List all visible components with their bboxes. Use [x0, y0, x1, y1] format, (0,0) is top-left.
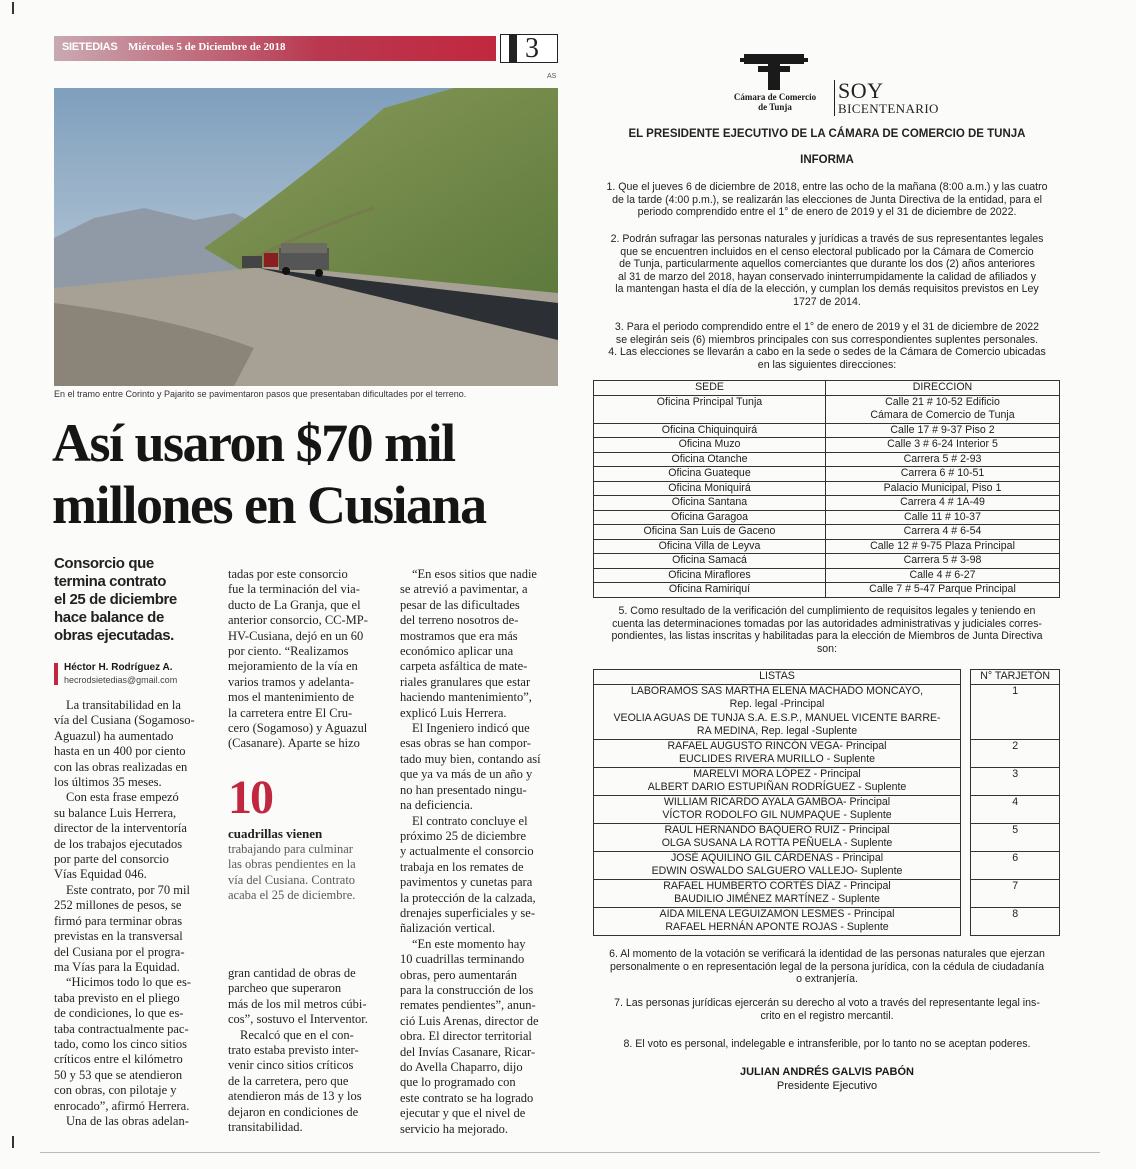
article-line: riales granulares que estar	[400, 674, 531, 689]
article-line: próximo 25 de diciembre	[400, 828, 527, 843]
author-name: Héctor H. Rodríguez A.	[64, 662, 173, 673]
article-line: enrocado”, afirmó Herrera.	[54, 1098, 190, 1113]
notice-informa: INFORMA	[800, 154, 854, 166]
lista-line: EUCLIDES RIVERA MURILLO - Suplente	[678, 753, 876, 765]
sede-name: Oficina Muzo	[594, 438, 826, 453]
sede-row	[594, 481, 1060, 496]
article-line: por parte del consorcio	[54, 852, 169, 867]
listas-table	[593, 669, 1060, 936]
crop-mark	[12, 1136, 14, 1148]
notice-paragraph-3-4	[592, 321, 1062, 371]
headline-line-2: millones en Cusiana	[52, 475, 486, 535]
sede-name: Oficina Ramiriquí	[594, 583, 826, 598]
article-line: la protección de la calzada,	[400, 890, 536, 905]
article-line: Una de las obras adelan-	[66, 1113, 189, 1128]
sedes-table	[593, 380, 1060, 598]
lista-gap	[961, 767, 971, 795]
lista-gap	[961, 739, 971, 767]
article-line: transitabilidad.	[228, 1120, 303, 1135]
article-line: 50 y 53 que se atendieron	[54, 1067, 183, 1082]
article-line: fue la terminación del via-	[228, 582, 360, 597]
article-line: pesar de las dificultades	[400, 597, 520, 612]
sede-row	[594, 568, 1060, 583]
notice-line: que se encuentren incluidos en el censo electoral publicado por la Cámara de Comercio	[620, 245, 1034, 258]
notice-line: crito en el registro mercantil.	[760, 1009, 894, 1022]
article-line: director de la interventoría	[54, 821, 187, 836]
section-header-band	[54, 36, 496, 61]
notice-title: EL PRESIDENTE EJECUTIVO DE LA CÁMARA DE COMERCIO DE TUNJA	[628, 128, 1026, 140]
pull-text-line: las obras pendientes en la	[228, 857, 356, 872]
notice-line: 1727 de 2014.	[793, 295, 861, 308]
notice-line: pondientes, las listas inscritas y habilitadas para la elección de Miembros de Junta Directiva	[611, 630, 1043, 643]
sede-address: Calle 12 # 9-75 Plaza Principal	[826, 539, 1060, 554]
article-column-2-continued	[228, 966, 386, 1135]
lista-tarjeton: 5	[971, 823, 1060, 851]
lista-line: VEOLIA AGUAS DE TUNJA S.A. E.S.P., MANUEL VICENTE BARRE-	[613, 711, 941, 724]
lista-tarjeton: 1	[971, 684, 1060, 739]
article-line: “En esos sitios que nadie	[412, 567, 537, 581]
page-bottom-rule	[40, 1152, 1100, 1153]
crop-mark	[12, 2, 14, 14]
article-line: esas obras se han compor-	[400, 736, 531, 751]
sedes-header-direccion: DIRECCION	[826, 381, 1060, 396]
byline-accent	[54, 663, 58, 685]
sede-name: Oficina Moniquirá	[594, 481, 826, 496]
article-line: El Ingeniero indicó que	[412, 721, 530, 736]
sede-address: Calle 11 # 10-37	[826, 510, 1060, 525]
article-line: tadas por este consorcio	[228, 567, 348, 581]
lista-names	[594, 684, 961, 739]
lista-gap	[961, 795, 971, 823]
article-line: la carretera entre El Cru-	[228, 705, 353, 720]
article-line: (Casanare). Aparte se hizo	[228, 736, 360, 751]
article-line: gran cantidad de obras de	[228, 966, 356, 980]
sede-address: Calle 21 # 10-52 Edificio	[826, 395, 1060, 409]
article-line: más de los mil metros cúbi-	[228, 996, 367, 1011]
article-line: venir cinco sitios críticos	[228, 1058, 354, 1073]
deck-line: Consorcio que	[54, 555, 154, 572]
notice-line: en las siguientes direcciones:	[757, 358, 897, 371]
lista-row	[594, 851, 1060, 879]
deck	[54, 555, 204, 645]
article-line: mos el mantenimiento de	[228, 690, 355, 705]
article-line: La transitabilidad en la	[66, 698, 181, 712]
page-number: 3	[525, 33, 539, 64]
lista-row	[594, 823, 1060, 851]
notice-paragraph-2	[592, 233, 1062, 309]
article-line: de condiciones, lo que es-	[54, 1006, 184, 1021]
lista-line: WILLIAM RICARDO AYALA GAMBOA- Principal	[663, 795, 891, 808]
article-line: haciendo mantenimiento”,	[400, 690, 532, 705]
article-line: con las obras realizadas en	[54, 759, 188, 774]
notice-line: al 31 de marzo del 2018, hayan conservado ininterrumpidamente la calidad de afiliados y	[617, 270, 1037, 283]
bicentenario-text: BICENTENARIO	[838, 101, 939, 116]
article-line: do Avella Chaparro, dijo	[400, 1060, 523, 1074]
lista-names	[594, 767, 961, 795]
article-line: trato estaba previsto inter-	[228, 1043, 359, 1058]
lista-tarjeton: 8	[971, 907, 1060, 935]
notice-line: cuenta las determinaciones tomadas por las autoridades administrativas y judiciales corres-	[612, 617, 1042, 630]
notice-line: 7. Las personas jurídicas ejercerán su derecho al voto a través del representante legal ins-	[614, 997, 1040, 1009]
lista-line: LABORAMOS SAS MARTHA ELENA MACHADO MONCAYO,	[630, 684, 924, 697]
soy-text: SOY	[838, 78, 884, 103]
lista-line: Rep. legal -Principal	[729, 698, 825, 710]
notice-line: son:	[816, 642, 838, 655]
article-line: para la construcción de los	[400, 982, 534, 997]
article-line: los últimos 35 meses.	[54, 775, 162, 790]
article-line: por ciento. “Realizamos	[228, 644, 349, 659]
article-line: y actualmente el consorcio	[400, 844, 534, 859]
lista-gap	[961, 684, 971, 739]
notice-line: 2. Podrán sufragar las personas naturales y jurídicas a través de sus representantes legales	[610, 233, 1044, 245]
article-line: ció Luis Arenas, director de	[400, 1013, 539, 1028]
lista-gap	[961, 823, 971, 851]
article-line: atendieron más de 13 y los	[228, 1089, 362, 1104]
notice-paragraph-6	[592, 948, 1062, 986]
article-line: económico aplicar una	[400, 644, 514, 659]
article-line: drenajes superficiales y se-	[400, 905, 536, 920]
article-line: se atrevió a pavimentar, a	[400, 582, 528, 597]
lista-line: RAÚL HERNANDO BAQUERO RUIZ - Principal	[664, 823, 890, 836]
lista-row	[594, 879, 1060, 907]
sede-row	[594, 510, 1060, 525]
pull-quote	[228, 771, 380, 904]
sede-address: Calle 17 # 9-37 Piso 2	[826, 423, 1060, 438]
article-line: obras, pero aumentarán	[400, 967, 517, 982]
article-line: obra. El director territorial	[400, 1029, 532, 1044]
camara-logo-icon	[740, 52, 808, 92]
article-line: Vías Equidad 046.	[54, 867, 147, 882]
listas-header-gap	[961, 670, 971, 685]
article-line: HV-Cusiana, dejó en un 60	[228, 628, 364, 643]
article-line: cero (Sogamoso) y Aguazul	[228, 721, 368, 736]
article-line: varios tramos y adelanta-	[228, 674, 354, 689]
lista-tarjeton: 6	[971, 851, 1060, 879]
page-number-bar	[509, 35, 517, 62]
article-line: remates pendientes”, anun-	[400, 998, 536, 1013]
signer-name: JULIAN ANDRÉS GALVIS PABÓN	[740, 1066, 914, 1078]
lista-row	[594, 907, 1060, 935]
article-line: del Cusiana por el progra-	[54, 944, 185, 959]
article-line: taba previsto en el pliego	[54, 990, 180, 1005]
sede-name: Oficina Chiquinquirá	[594, 423, 826, 438]
sede-row	[594, 496, 1060, 511]
notice-line: o extranjería.	[796, 973, 858, 986]
headline-line-1: Así usaron $70 mil	[52, 413, 455, 473]
article-line: tado muy bien, contando así	[400, 751, 541, 766]
lista-line: AIDA MILENA LEGUIZAMON LESMES - Principal	[659, 907, 895, 920]
article-line: El contrato concluye el	[412, 813, 528, 828]
lista-line: ALBERT DARIO ESTUPIÑAN RODRÍGUEZ - Suplente	[647, 781, 907, 793]
article-line: Con esta frase empezó	[66, 790, 179, 805]
listas-header-tarjeton: N° TARJETÓN	[971, 670, 1060, 685]
sede-name: Oficina Miraflores	[594, 568, 826, 583]
sede-row	[594, 467, 1060, 482]
article-line: anterior consorcio, CC-MP-	[228, 613, 368, 628]
lista-tarjeton: 3	[971, 767, 1060, 795]
article-line: dejaron en condiciones de	[228, 1104, 359, 1119]
lista-line: VÍCTOR RODOLFO GIL NUMPAQUE - Suplente	[662, 809, 892, 821]
article-line: que lo programado con	[400, 1075, 516, 1090]
notice-line: la mantengan hasta el día de la elección, y cumplan los demás requisitos previstos en Ley	[615, 283, 1039, 296]
article-line: de los trabajos ejecutados	[54, 836, 183, 851]
lista-tarjeton: 4	[971, 795, 1060, 823]
camara-logo-line: Cámara de Comercio	[733, 92, 817, 102]
pull-number: 10	[228, 771, 272, 824]
article-line: su balance Luis Herrera,	[54, 805, 177, 820]
notice-line: de la tarde (4:00 p.m.), se realizarán las elecciones de Junta Directiva de la entidad, para el	[612, 193, 1042, 206]
lista-names	[594, 739, 961, 767]
pull-text-line: trabajando para culminar	[228, 842, 353, 856]
section-name: SIETEDIAS	[62, 41, 118, 53]
notice-line: de Tunja, particularmente aquellos comerciantes que durante los dos (2) años anteriores	[619, 258, 1035, 271]
notice-line: 5. Como resultado de la verificación del cumplimiento de requisitos legales y teniendo en	[618, 605, 1036, 617]
headline	[52, 412, 562, 536]
road-photo-illustration	[54, 88, 558, 386]
deck-line: hace balance de	[54, 609, 164, 626]
logo-divider	[834, 80, 835, 116]
sede-address: Calle 3 # 6-24 Interior 5	[826, 438, 1060, 453]
lista-line: JOSÉ AQUILINO GIL CÁRDENAS - Principal	[670, 851, 884, 864]
deck-line: el 25 de diciembre	[54, 591, 177, 608]
sede-name	[594, 409, 826, 423]
article-line: este contrato se ha logrado	[400, 1090, 534, 1105]
article-line: críticos entre el kilómetro	[54, 1052, 183, 1067]
sede-row	[594, 583, 1060, 598]
lista-tarjeton: 7	[971, 879, 1060, 907]
sede-name: Oficina Otanche	[594, 452, 826, 467]
article-line: mostramos que era más	[400, 628, 518, 643]
sede-address: Calle 4 # 6-27	[826, 568, 1060, 583]
lista-names	[594, 823, 961, 851]
sede-name: Oficina San Luis de Gaceno	[594, 525, 826, 540]
listas-header-listas: LISTAS	[594, 670, 961, 685]
notice-line: 3. Para el periodo comprendido entre el 1° de enero de 2019 y el 31 de diciembre de 2022	[614, 321, 1040, 333]
notice-paragraph-5	[592, 605, 1062, 655]
article-line: na deficiencia.	[400, 798, 473, 813]
lista-line: MARELVI MORA LÓPEZ - Principal	[693, 767, 861, 780]
sede-row	[594, 539, 1060, 554]
article-line: con obras, con pilotaje y	[54, 1083, 177, 1098]
sede-name: Oficina Samacá	[594, 554, 826, 569]
sede-address: Palacio Municipal, Piso 1	[826, 481, 1060, 496]
lista-names	[594, 907, 961, 935]
sede-name: Oficina Villa de Leyva	[594, 539, 826, 554]
sede-address: Cámara de Comercio de Tunja	[826, 409, 1060, 423]
lista-row	[594, 684, 1060, 739]
lista-line: RAFAEL HERNÁN APONTE ROJAS - Suplente	[665, 921, 889, 933]
sede-address: Carrera 6 # 10-51	[826, 467, 1060, 482]
article-line: Este contrato, por 70 mil	[66, 882, 190, 897]
article-line: 10 cuadrillas terminando	[400, 952, 525, 967]
sede-address: Carrera 4 # 1A-49	[826, 496, 1060, 511]
article-line: de la carretera, pero que	[228, 1073, 349, 1088]
lista-row	[594, 795, 1060, 823]
road-photo	[54, 88, 558, 386]
notice-paragraph-1	[592, 181, 1062, 219]
article-column-2	[228, 567, 386, 752]
photo-credit: AS	[547, 73, 557, 80]
notice-line: 8. El voto es personal, indelegable e intransferible, por lo tanto no se aceptan poderes.	[623, 1038, 1031, 1050]
lista-line: BAUDILIO JIMÉNEZ MARTÍNEZ - Suplente	[674, 893, 880, 905]
notice-line: 4. Las elecciones se llevarán a cabo en la sede o sedes de la Cámara de Comercio ubicadas	[608, 346, 1046, 359]
sede-address: Carrera 4 # 6-54	[826, 525, 1060, 540]
sede-name: Oficina Guateque	[594, 467, 826, 482]
pull-lead: cuadrillas vienen	[228, 826, 323, 841]
sede-row	[594, 525, 1060, 540]
camara-logo	[716, 52, 834, 118]
article-line: previstas en la transversal	[54, 929, 183, 944]
notice-line: se elegirán seis (6) miembros principales con sus correspondientes suplentes personales.	[615, 333, 1039, 346]
article-line: parcheo que superaron	[228, 981, 342, 996]
camara-logo-name	[716, 92, 834, 112]
lista-line: RA MEDINA, Rep. legal -Suplente	[696, 725, 858, 737]
notice-paragraph-8	[592, 1038, 1062, 1051]
sede-row	[594, 395, 1060, 409]
lista-line: OLGA SUSANA LA ROTTA PEÑUELA - Suplente	[661, 837, 893, 849]
article-line: hasta en un 400 por ciento	[54, 744, 186, 759]
article-line: del Invías Casanare, Ricar-	[400, 1044, 536, 1059]
sede-name: Oficina Santana	[594, 496, 826, 511]
lista-line: RAFAEL AUGUSTO RINCÓN VEGA- Principal	[667, 739, 887, 752]
article-line: 252 millones de pesos, se	[54, 898, 182, 913]
article-line: firmó para terminar obras	[54, 913, 183, 928]
lista-gap	[961, 879, 971, 907]
sede-row	[594, 438, 1060, 453]
lista-names	[594, 851, 961, 879]
pull-text	[228, 842, 380, 904]
article-line: “Hicimos todo lo que es-	[66, 975, 191, 990]
article-column-3	[400, 567, 560, 1137]
deck-line: termina contrato	[54, 573, 166, 590]
lista-row	[594, 739, 1060, 767]
lista-names	[594, 879, 961, 907]
lista-line: RAFAEL HUMBERTO CORTÉS DÍAZ - Principal	[663, 879, 891, 892]
article-line: explicó Luis Herrera.	[400, 705, 507, 720]
article-line: ma Vías para la Equidad.	[54, 959, 180, 974]
sedes-header-sede: SEDE	[594, 381, 826, 396]
lista-row	[594, 767, 1060, 795]
article-line: “En este momento hay	[412, 936, 526, 951]
notice-line: 6. Al momento de la votación se verificará la identidad de las personas naturales que ejerzan	[609, 948, 1045, 960]
sede-row	[594, 554, 1060, 569]
article-line: servicio ha mejorado.	[400, 1121, 508, 1136]
lista-tarjeton: 2	[971, 739, 1060, 767]
article-line: cos”, sostuvo el Interventor.	[228, 1012, 368, 1027]
camara-logo-line: de Tunja	[758, 102, 792, 112]
article-line: del terreno nosotros de-	[400, 613, 519, 628]
sedes-header-row	[594, 381, 1060, 396]
sede-row	[594, 409, 1060, 423]
article-line: Aguazul) ha aumentado	[54, 728, 174, 743]
page-number-box	[500, 34, 558, 63]
lista-names	[594, 795, 961, 823]
listas-header-row	[594, 670, 1060, 685]
notice-line: 1. Que el jueves 6 de diciembre de 2018, entre las ocho de la mañana (8:00 a.m.) y las cuatro	[606, 181, 1048, 193]
issue-date: Miércoles 5 de Diciembre de 2018	[128, 41, 286, 53]
lista-gap	[961, 851, 971, 879]
article-line: ñalización vertical.	[400, 921, 496, 936]
article-line: no han presentado ningu-	[400, 782, 527, 797]
sede-row	[594, 423, 1060, 438]
sede-name: Oficina Principal Tunja	[594, 395, 826, 409]
article-column-1	[54, 698, 210, 1129]
pull-text-line: acaba el 25 de diciembre.	[228, 888, 356, 903]
article-line: vía del Cusiana (Sogamoso-	[54, 713, 195, 728]
sede-address: Carrera 5 # 2-93	[826, 452, 1060, 467]
notice-line: personalmente o en representación legal de la persona jurídica, con la cédula de ciudadanía	[609, 960, 1045, 973]
sede-name: Oficina Garagoa	[594, 510, 826, 525]
author-email: hecrodsietedias@gmail.com	[64, 675, 178, 685]
article-line: ducto de La Granja, que el	[228, 597, 361, 612]
sede-row	[594, 452, 1060, 467]
photo-caption: En el tramo entre Corinto y Pajarito se pavimentaron pasos que presentaban dificultades por el terreno.	[54, 389, 467, 399]
signer-role: Presidente Ejecutivo	[776, 1080, 878, 1092]
article-line: que ya va más de un año y	[400, 767, 533, 782]
article-line: trabaja en los remates de	[400, 859, 524, 874]
lista-gap	[961, 907, 971, 935]
article-line: ejecutar y que el nivel de	[400, 1106, 526, 1121]
article-line: pavimentos y cunetas para	[400, 875, 533, 890]
article-line: taba contractualmente pac-	[54, 1021, 189, 1036]
sede-address: Carrera 5 # 3-98	[826, 554, 1060, 569]
article-line: Recalcó que en el con-	[240, 1027, 354, 1042]
sede-address: Calle 7 # 5-47 Parque Principal	[826, 583, 1060, 598]
pull-text-line: vía del Cusiana. Contrato	[228, 872, 356, 887]
article-line: mejoramiento de la vía en	[228, 659, 358, 674]
notice-paragraph-7	[592, 997, 1062, 1022]
lista-line: EDWIN OSWALDO SALGUERO VALLEJO- Suplente	[651, 865, 903, 877]
deck-line: obras ejecutadas.	[54, 627, 174, 644]
article-line: tado, como los cinco sitios	[54, 1036, 187, 1051]
notice-line: periodo comprendido entre el 1° de enero de 2019 y el 31 de diciembre de 2022.	[637, 206, 1017, 219]
article-line: carpeta asfáltica de mate-	[400, 659, 528, 674]
